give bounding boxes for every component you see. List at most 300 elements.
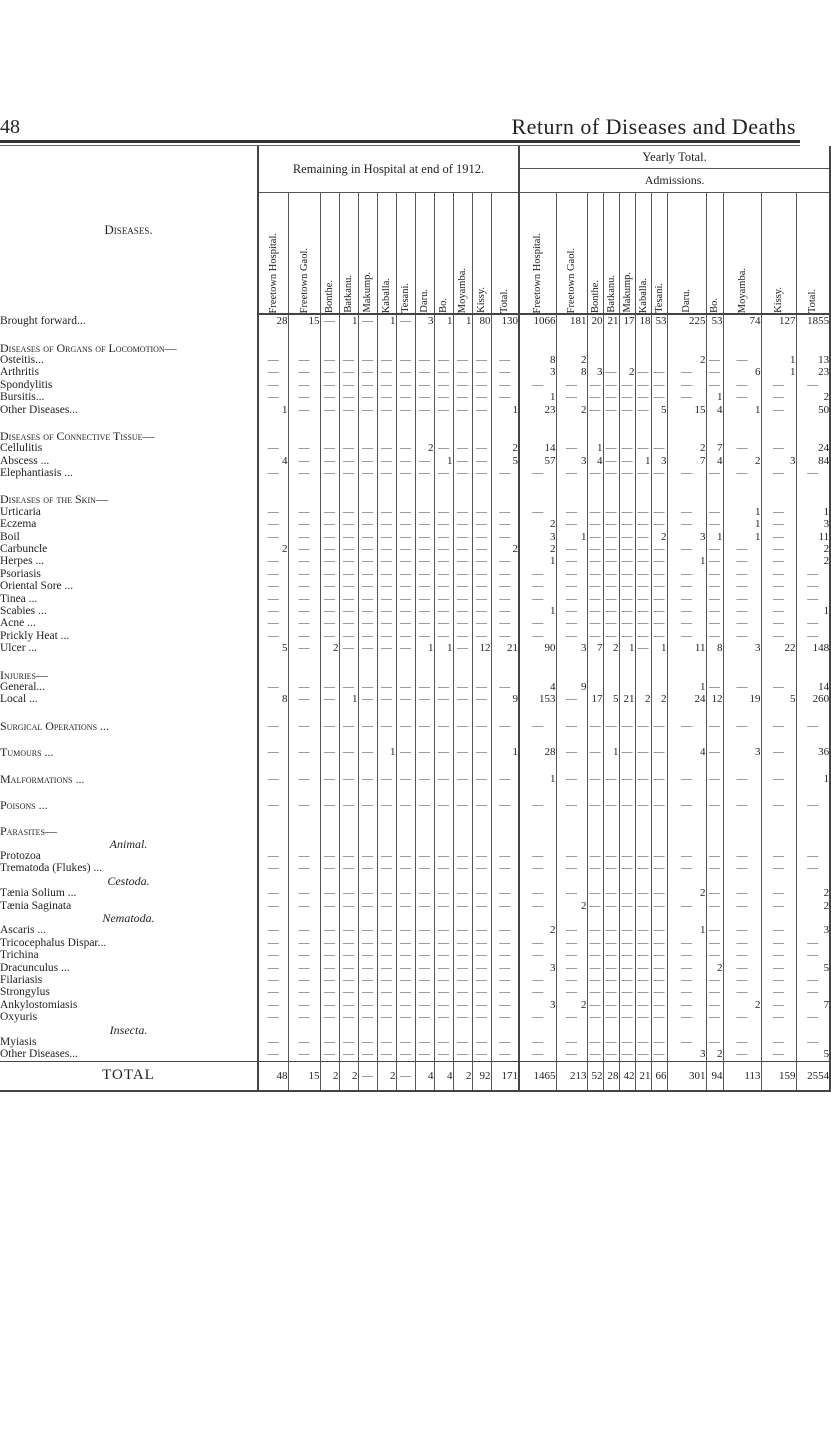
admission-cell: — xyxy=(603,850,619,862)
admission-cell: — xyxy=(667,772,706,784)
remaining-cell xyxy=(320,811,339,825)
admission-cell: — xyxy=(603,986,619,998)
admission-cell xyxy=(667,416,706,430)
remaining-cell xyxy=(472,654,491,668)
remaining-cell: — xyxy=(434,555,453,567)
admission-cell: — xyxy=(603,518,619,530)
admission-cell xyxy=(635,493,651,505)
admission-cell: — xyxy=(651,887,667,899)
remaining-cell xyxy=(358,912,377,924)
admission-cell: — xyxy=(635,1048,651,1061)
remaining-cell: — xyxy=(320,974,339,986)
remaining-cell: — xyxy=(415,354,434,366)
remaining-cell xyxy=(491,430,519,442)
remaining-cell: — xyxy=(339,580,358,592)
admission-col-freetown-gaol: Freetown Gaol. xyxy=(556,193,587,315)
remaining-cell: — xyxy=(415,961,434,973)
remaining-cell: — xyxy=(258,354,288,366)
disease-label: Scabies ... xyxy=(0,605,47,617)
admission-cell xyxy=(603,430,619,442)
remaining-cell xyxy=(358,430,377,442)
remaining-cell xyxy=(288,732,320,746)
remaining-cell: — xyxy=(434,518,453,530)
disease-label: Ankylostomiasis xyxy=(0,998,78,1011)
admission-col-tesani: Tesani. xyxy=(651,193,667,315)
admission-cell: — xyxy=(603,592,619,604)
remaining-cell: — xyxy=(472,799,491,811)
remaining-cell xyxy=(472,811,491,825)
remaining-cell xyxy=(320,732,339,746)
remaining-cell xyxy=(453,811,472,825)
admission-cell xyxy=(587,341,603,353)
admission-cell: — xyxy=(635,518,651,530)
admission-cell xyxy=(761,1023,796,1035)
admission-cell: — xyxy=(635,1036,651,1048)
admission-cell: 2 xyxy=(556,403,587,415)
disease-label: Ascaris ... xyxy=(0,924,46,937)
remaining-cell xyxy=(377,912,396,924)
admission-cell: — xyxy=(556,592,587,604)
admission-cell: — xyxy=(619,379,635,391)
admission-cell: — xyxy=(667,592,706,604)
remaining-cell: 21 xyxy=(491,642,519,654)
remaining-cell xyxy=(320,758,339,772)
returns-table xyxy=(0,146,831,1092)
remaining-cell xyxy=(339,706,358,720)
remaining-cell: — xyxy=(415,850,434,862)
disease-label: Prickly Heat ... xyxy=(0,629,70,642)
remaining-cell: — xyxy=(288,518,320,530)
remaining-cell: — xyxy=(453,580,472,592)
admission-cell: — xyxy=(635,850,651,862)
remaining-cell: — xyxy=(396,887,415,899)
remaining-cell: — xyxy=(491,555,519,567)
admission-col-total: Total. xyxy=(796,193,830,315)
remaining-cell: — xyxy=(358,467,377,479)
remaining-cell xyxy=(434,1023,453,1035)
remaining-cell xyxy=(288,785,320,799)
remaining-cell: 1 xyxy=(339,314,358,327)
admission-cell: — xyxy=(587,899,603,911)
admission-cell xyxy=(556,1023,587,1035)
admission-cell xyxy=(796,811,830,825)
admission-cell: — xyxy=(519,720,556,732)
remaining-cell: — xyxy=(258,506,288,518)
remaining-cell: — xyxy=(434,681,453,693)
remaining-cell: — xyxy=(434,366,453,378)
remaining-cell: — xyxy=(415,568,434,580)
remaining-cell: — xyxy=(472,467,491,479)
admission-cell: — xyxy=(619,403,635,415)
admission-cell: 57 xyxy=(519,455,556,467)
admission-cell xyxy=(761,430,796,442)
disease-label: Trichina xyxy=(0,949,39,962)
table-row xyxy=(0,605,830,617)
admission-cell: — xyxy=(667,518,706,530)
remaining-cell: — xyxy=(472,630,491,642)
remaining-cell: — xyxy=(434,630,453,642)
disease-label: Trematoda (Flukes) ... xyxy=(0,862,103,875)
admission-cell: — xyxy=(587,518,603,530)
admission-cell: — xyxy=(667,986,706,998)
admission-cell: — xyxy=(587,391,603,403)
admission-cell: — xyxy=(635,530,651,542)
admission-cell: 3 xyxy=(519,530,556,542)
admission-cell xyxy=(556,341,587,353)
admission-cell: — xyxy=(761,850,796,862)
admission-cell xyxy=(651,875,667,887)
admission-cell xyxy=(603,732,619,746)
remaining-cell: — xyxy=(377,1048,396,1061)
admission-cell xyxy=(619,758,635,772)
admission-cell: — xyxy=(761,999,796,1011)
remaining-cell xyxy=(396,706,415,720)
remaining-cell: — xyxy=(339,1048,358,1061)
admission-cell: — xyxy=(706,592,723,604)
remaining-cell: — xyxy=(453,746,472,758)
admission-cell xyxy=(619,875,635,887)
admission-cell xyxy=(651,479,667,493)
remaining-cell xyxy=(288,654,320,668)
admission-cell: 42 xyxy=(619,1061,635,1091)
remaining-cell: — xyxy=(491,720,519,732)
admission-cell: 2554 xyxy=(796,1061,830,1091)
remaining-cell: — xyxy=(358,543,377,555)
admission-cell xyxy=(667,785,706,799)
remaining-cell: — xyxy=(320,999,339,1011)
remaining-cell: — xyxy=(358,455,377,467)
admission-cell: — xyxy=(667,999,706,1011)
remaining-cell: — xyxy=(396,314,415,327)
admission-cell: — xyxy=(761,937,796,949)
admission-cell xyxy=(603,811,619,825)
section-heading: Parasites— xyxy=(0,824,57,839)
remaining-cell: — xyxy=(258,999,288,1011)
admission-col-bo: Bo. xyxy=(706,193,723,315)
admission-cell: 3 xyxy=(519,999,556,1011)
remaining-cell: — xyxy=(415,379,434,391)
admission-cell xyxy=(796,416,830,430)
remaining-cell: — xyxy=(288,617,320,629)
remaining-cell: — xyxy=(396,899,415,911)
admission-cell: — xyxy=(635,592,651,604)
admission-cell: — xyxy=(651,720,667,732)
disease-label: Bursitis... xyxy=(0,391,45,404)
remaining-cell: — xyxy=(358,924,377,936)
remaining-cell: — xyxy=(453,999,472,1011)
admission-cell: 9 xyxy=(556,681,587,693)
admission-cell: — xyxy=(651,442,667,454)
remaining-cell: — xyxy=(415,467,434,479)
admission-cell xyxy=(761,785,796,799)
admission-cell: — xyxy=(706,354,723,366)
admission-cell xyxy=(519,912,556,924)
admission-cell xyxy=(667,912,706,924)
remaining-cell: — xyxy=(415,681,434,693)
table-row xyxy=(0,961,830,973)
remaining-cell: — xyxy=(358,999,377,1011)
remaining-cell xyxy=(434,654,453,668)
remaining-cell: — xyxy=(258,887,288,899)
admission-cell: — xyxy=(796,379,830,391)
admission-col-moyamba: Moyamba. xyxy=(723,193,761,315)
remaining-cell: — xyxy=(472,543,491,555)
remaining-cell: 1 xyxy=(453,314,472,327)
admission-cell: — xyxy=(587,630,603,642)
admission-cell: — xyxy=(796,720,830,732)
remaining-cell: — xyxy=(358,605,377,617)
remaining-cell: 28 xyxy=(258,314,288,327)
remaining-cell: — xyxy=(396,642,415,654)
remaining-cell xyxy=(434,785,453,799)
admission-cell: — xyxy=(706,630,723,642)
remaining-cell xyxy=(258,327,288,341)
admission-cell: — xyxy=(706,1036,723,1048)
remaining-cell: — xyxy=(258,580,288,592)
table-row xyxy=(0,314,830,327)
section-heading: Injuries— xyxy=(0,667,48,682)
remaining-cell xyxy=(288,912,320,924)
remaining-cell: — xyxy=(396,999,415,1011)
remaining-cell: — xyxy=(358,862,377,874)
admission-cell: — xyxy=(706,974,723,986)
table-row xyxy=(0,1011,830,1023)
admission-cell: — xyxy=(556,949,587,961)
admission-cell: — xyxy=(796,799,830,811)
admission-cell xyxy=(519,811,556,825)
remaining-cell xyxy=(258,416,288,430)
remaining-cell: — xyxy=(339,899,358,911)
admission-cell xyxy=(796,430,830,442)
admission-cell: 225 xyxy=(667,314,706,327)
remaining-cell xyxy=(258,479,288,493)
table-row xyxy=(0,455,830,467)
remaining-cell xyxy=(415,785,434,799)
admission-cell: 127 xyxy=(761,314,796,327)
table-row xyxy=(0,379,830,391)
admission-cell: — xyxy=(587,999,603,1011)
admission-cell: — xyxy=(635,772,651,784)
remaining-cell: — xyxy=(453,974,472,986)
admission-cell: 1 xyxy=(796,506,830,518)
remaining-cell: — xyxy=(491,467,519,479)
remaining-cell: — xyxy=(288,530,320,542)
remaining-cell: — xyxy=(320,1011,339,1023)
remaining-cell: — xyxy=(434,1048,453,1061)
admission-cell xyxy=(619,825,635,837)
remaining-cell: — xyxy=(434,617,453,629)
admission-cell: 5 xyxy=(761,693,796,705)
admission-cell: — xyxy=(619,543,635,555)
remaining-cell: — xyxy=(320,630,339,642)
admission-cell xyxy=(603,785,619,799)
remaining-cell: — xyxy=(339,506,358,518)
table-row xyxy=(0,630,830,642)
admission-cell: — xyxy=(635,442,651,454)
admission-cell xyxy=(519,493,556,505)
remaining-cell: — xyxy=(358,974,377,986)
remaining-cell: — xyxy=(491,518,519,530)
admission-cell: — xyxy=(723,772,761,784)
remaining-cell xyxy=(434,825,453,837)
remaining-cell xyxy=(377,811,396,825)
remaining-cell: — xyxy=(415,924,434,936)
remaining-cell: — xyxy=(396,379,415,391)
remaining-cell xyxy=(491,654,519,668)
remaining-cell: — xyxy=(453,568,472,580)
remaining-cell: — xyxy=(377,799,396,811)
admission-cell: — xyxy=(796,862,830,874)
remaining-cell: — xyxy=(358,799,377,811)
remaining-cell xyxy=(415,479,434,493)
spacer-cell xyxy=(0,732,258,746)
admission-cell: 1 xyxy=(706,391,723,403)
admission-cell xyxy=(706,758,723,772)
admission-cell: 4 xyxy=(667,746,706,758)
admission-cell xyxy=(723,430,761,442)
section-heading-row xyxy=(0,493,830,505)
remaining-cell: — xyxy=(415,1036,434,1048)
spacer-row xyxy=(0,732,830,746)
admission-cell: — xyxy=(603,366,619,378)
table-row xyxy=(0,720,830,732)
admission-cell: — xyxy=(651,1048,667,1061)
admission-cell: — xyxy=(619,974,635,986)
remaining-cell: — xyxy=(358,1061,377,1091)
admission-cell xyxy=(635,1023,651,1035)
admission-cell: — xyxy=(556,746,587,758)
remaining-cell xyxy=(320,479,339,493)
disease-label: Carbuncle xyxy=(0,543,48,556)
table-row xyxy=(0,555,830,567)
remaining-col-total: Total. xyxy=(491,193,519,315)
admission-cell: 14 xyxy=(519,442,556,454)
admission-cell xyxy=(556,825,587,837)
remaining-cell: — xyxy=(358,887,377,899)
remaining-cell xyxy=(415,654,434,668)
remaining-cell: — xyxy=(320,506,339,518)
remaining-cell: — xyxy=(339,949,358,961)
admission-cell: — xyxy=(706,543,723,555)
remaining-cell: — xyxy=(288,850,320,862)
remaining-cell xyxy=(377,668,396,680)
remaining-cell: — xyxy=(415,555,434,567)
admission-cell xyxy=(635,327,651,341)
admission-cell: 8 xyxy=(706,642,723,654)
remaining-cell: — xyxy=(288,354,320,366)
admission-cell xyxy=(635,479,651,493)
remaining-cell: 3 xyxy=(415,314,434,327)
admission-cell: — xyxy=(723,899,761,911)
remaining-cell: — xyxy=(339,1011,358,1023)
remaining-cell: 1 xyxy=(491,746,519,758)
remaining-cell xyxy=(320,912,339,924)
remaining-cell: — xyxy=(377,391,396,403)
remaining-cell: — xyxy=(377,899,396,911)
remaining-cell xyxy=(320,416,339,430)
remaining-cell: — xyxy=(258,899,288,911)
remaining-cell xyxy=(491,416,519,430)
admission-cell xyxy=(619,493,635,505)
admission-cell: — xyxy=(603,506,619,518)
admission-cell xyxy=(667,811,706,825)
admission-cell: — xyxy=(603,455,619,467)
admission-cell: — xyxy=(619,924,635,936)
admission-cell: — xyxy=(603,442,619,454)
admission-cell xyxy=(667,668,706,680)
admission-cell: — xyxy=(603,924,619,936)
remaining-cell xyxy=(339,785,358,799)
admission-cell: — xyxy=(587,772,603,784)
remaining-col-bonthe: Bonthe. xyxy=(320,193,339,315)
admission-cell: — xyxy=(619,630,635,642)
admission-cell: — xyxy=(761,605,796,617)
admission-cell: — xyxy=(651,850,667,862)
admission-cell xyxy=(796,493,830,505)
admission-cell: — xyxy=(761,518,796,530)
remaining-cell: 5 xyxy=(491,455,519,467)
admission-cell xyxy=(635,912,651,924)
admission-cell: — xyxy=(667,467,706,479)
remaining-cell xyxy=(434,327,453,341)
admission-cell xyxy=(796,825,830,837)
remaining-cell: — xyxy=(453,862,472,874)
admission-cell: 18 xyxy=(635,314,651,327)
admission-cell xyxy=(667,479,706,493)
remaining-cell: 2 xyxy=(415,442,434,454)
remaining-cell xyxy=(491,875,519,887)
admission-cell xyxy=(587,875,603,887)
remaining-cell xyxy=(377,416,396,430)
remaining-cell: — xyxy=(491,681,519,693)
remaining-cell: — xyxy=(415,580,434,592)
admission-cell: 4 xyxy=(706,403,723,415)
remaining-cell: — xyxy=(377,592,396,604)
admission-cell: 3 xyxy=(519,366,556,378)
admission-cell: — xyxy=(587,403,603,415)
admission-cell xyxy=(519,875,556,887)
admission-cell: — xyxy=(619,455,635,467)
remaining-cell: — xyxy=(320,391,339,403)
remaining-cell: — xyxy=(396,961,415,973)
table-row xyxy=(0,617,830,629)
disease-label: Tænia Solium ... xyxy=(0,887,77,900)
remaining-cell: — xyxy=(472,506,491,518)
remaining-cell: — xyxy=(288,455,320,467)
admission-cell xyxy=(651,681,667,693)
remaining-cell: — xyxy=(320,455,339,467)
disease-label: Poisons ... xyxy=(0,797,48,812)
remaining-cell: — xyxy=(288,568,320,580)
admission-cell: — xyxy=(587,467,603,479)
admission-cell xyxy=(667,825,706,837)
remaining-cell: — xyxy=(358,937,377,949)
remaining-cell: — xyxy=(415,605,434,617)
admission-cell xyxy=(706,416,723,430)
admission-cell: 11 xyxy=(667,642,706,654)
remaining-cell: — xyxy=(472,720,491,732)
admission-cell: — xyxy=(587,937,603,949)
remaining-cell xyxy=(288,1023,320,1035)
admission-cell: 2 xyxy=(519,924,556,936)
admission-cell: 1 xyxy=(723,506,761,518)
admission-cell: 3 xyxy=(796,924,830,936)
admission-cell xyxy=(603,912,619,924)
admission-cell xyxy=(723,825,761,837)
remaining-cell xyxy=(339,758,358,772)
remaining-cell xyxy=(358,493,377,505)
admission-cell xyxy=(667,341,706,353)
